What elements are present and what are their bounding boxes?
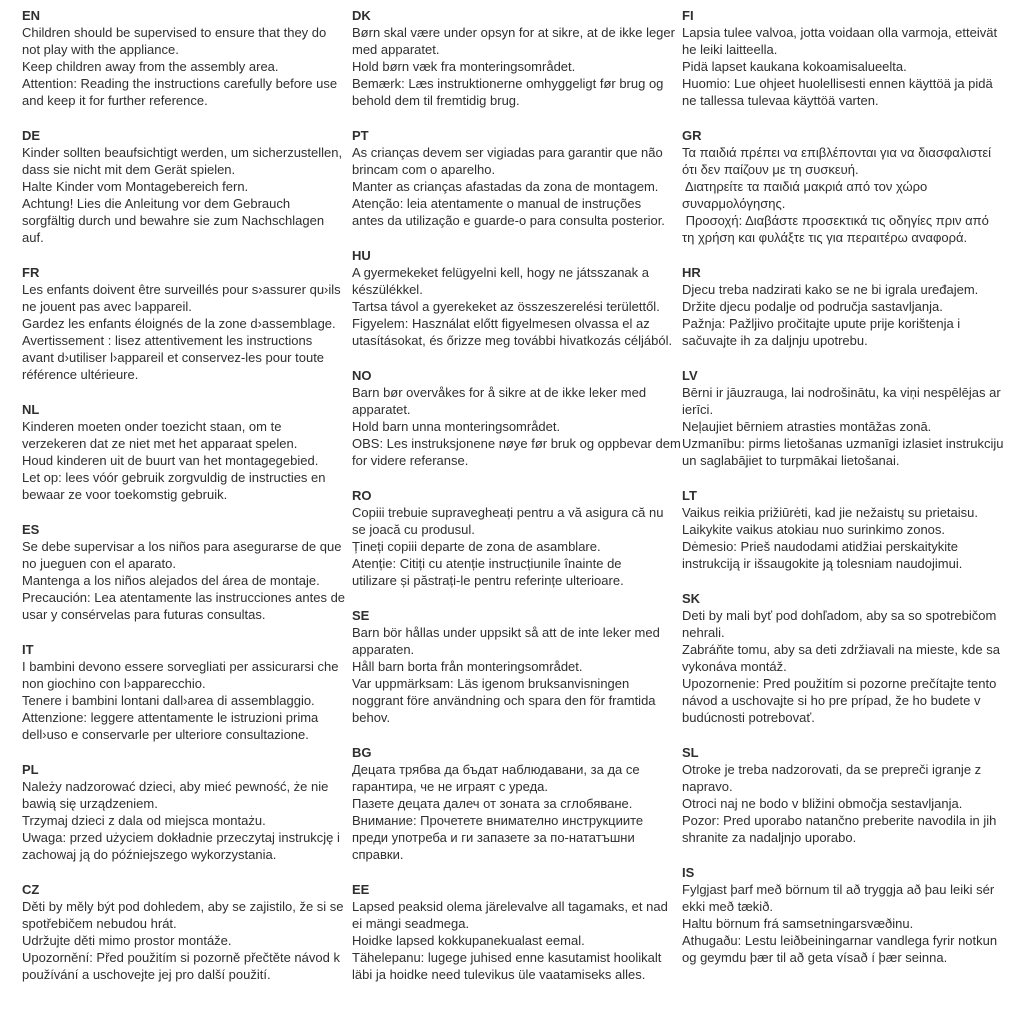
language-section-hr [682, 264, 1000, 349]
language-section-se [352, 607, 670, 726]
instruction-line: instrukciją ir išsaugokite ją tolesniam naudojimui. [682, 556, 963, 571]
column-middle [352, 7, 681, 1001]
instruction-line: Bērni ir jāuzrauga, lai nodrošinātu, ka viņi nespēlējas ar [682, 385, 1001, 400]
instruction-line: Hoidke lapsed kokkupanekualast eemal. [352, 933, 585, 948]
language-section-hu [352, 247, 673, 349]
instruction-line: Tartsa távol a gyerekeket az összeszerelési területtől. [352, 299, 660, 314]
instruction-line: utilizare și păstrați-le pentru referințe ulterioare. [352, 573, 624, 588]
instruction-line: Uwaga: przed użyciem dokładnie przeczytaj instrukcję i [22, 830, 340, 845]
instruction-line: Houd kinderen uit de buurt van het montagegebied. [22, 453, 319, 468]
instruction-line: no jueguen con el aparato. [22, 556, 176, 571]
instruction-line: Należy nadzorować dzieci, aby mieć pewność, że nie [22, 779, 329, 794]
column-left [22, 7, 346, 1001]
instruction-line: not play with the appliance. [22, 42, 179, 57]
instruction-line: Se debe supervisar a los niños para asegurarse de que [22, 539, 342, 554]
language-code-label: DE [22, 128, 41, 143]
instruction-line: Achtung! Lies die Anleitung vor dem Gebrauch [22, 196, 291, 211]
language-code-label: SL [682, 745, 699, 760]
instruction-line: As crianças devem ser vigiadas para garantir que não [352, 145, 663, 160]
instruction-line: Tähelepanu: lugege juhised enne kasutamist hoolikalt [352, 950, 662, 965]
language-section-es [22, 521, 346, 623]
language-section-is [682, 864, 1000, 966]
instruction-line: Haltu börnum frá samsetningarsvæðinu. [682, 916, 914, 931]
instruction-line: Laikykite vaikus atokiau nuo surinkimo zonos. [682, 522, 946, 537]
language-code-label: BG [352, 745, 372, 760]
instruction-line: Otroke je treba nadzorovati, da se prepreči igranje z [682, 762, 982, 777]
instruction-line: apparaten. [352, 642, 415, 657]
instruction-line: Deti by mali byť pod dohľadom, aby sa so spotrebičom [682, 608, 997, 623]
instruction-line: og geymdu þær til að geta vísað í þær seinna. [682, 950, 948, 965]
instruction-line: Pažnja: Pažljivo pročitajte upute prije korištenja i [682, 316, 961, 331]
instruction-line: Djecu treba nadzirati kako se ne bi igrala uređajem. [682, 282, 979, 297]
instruction-line: Upozornění: Před použitím si pozorně přečtěte návod k [22, 950, 340, 965]
instruction-line: Fylgjast þarf með börnum til að tryggja að þau leiki sér [682, 882, 995, 897]
instruction-line: A gyermekeket felügyelni kell, hogy ne játsszanak a [352, 265, 650, 280]
instruction-line: Let op: lees vóór gebruik zorgvuldig de instructies en [22, 470, 326, 485]
instruction-line: sačuvajte ih za daljnju upotrebu. [682, 333, 868, 348]
language-section-pt [352, 127, 670, 229]
instruction-line: he leiki laitteella. [682, 42, 778, 57]
instruction-line: Bemærk: Læs instruktionerne omhyggeligt før brug og [352, 76, 664, 91]
instruction-line: Upozornenie: Pred použitím si pozorne prečítajte tento [682, 676, 997, 691]
instruction-line: and keep it for further reference. [22, 93, 208, 108]
instruction-line: usar y consérvelas para futuras consultas. [22, 607, 266, 622]
instruction-line: bawią się urządzeniem. [22, 796, 158, 811]
language-code-label: RO [352, 488, 372, 503]
instruction-line: návod a uschovajte si ho pre prípad, že ho budete v [682, 693, 981, 708]
instruction-line: Udržujte děti mimo prostor montáže. [22, 933, 232, 948]
instruction-line: Mantenga a los niños alejados del área de montaje. [22, 573, 320, 588]
instruction-line: Hold børn væk fra monteringsområdet. [352, 59, 576, 74]
language-code-label: NO [352, 368, 372, 383]
instruction-line: Avertissement : lisez attentivement les instructions [22, 333, 313, 348]
instruction-line: Vaikus reikia prižiūrėti, kad jie nežaistų su prietaisu. [682, 505, 979, 520]
language-section-it [22, 641, 340, 743]
instruction-line: Børn skal være under opsyn for at sikre, at de ikke leger [352, 25, 675, 40]
instruction-line: Pozor: Pred uporabo natančno preberite navodila in jih [682, 813, 997, 828]
instruction-line: verzekeren dat ze niet met het apparaat spelen. [22, 436, 298, 451]
instruction-line: Children should be supervised to ensure that they do [22, 25, 327, 40]
instruction-line: ότι δεν παίζουν με τη συσκευή. [682, 162, 859, 177]
instruction-line: Attenzione: leggere attentamente le istruzioni prima [22, 710, 319, 725]
language-section-cz [22, 881, 344, 983]
instruction-line: Kinder sollten beaufsichtigt werden, um sicherzustellen, [22, 145, 343, 160]
instruction-line: Neļaujiet bērniem atrasties montāžas zonā. [682, 419, 932, 434]
instruction-line: Tenere i bambini lontani dall›area di assemblaggio. [22, 693, 315, 708]
instruction-line: shranite za nadaljnjo uporabo. [682, 830, 857, 845]
instruction-line: ekki með tækið. [682, 899, 774, 914]
instruction-line: dass sie nicht mit dem Gerät spielen. [22, 162, 236, 177]
instruction-line: Διατηρείτε τα παιδιά μακριά από τον χώρο [682, 179, 928, 194]
language-section-dk [352, 7, 675, 109]
language-code-label: FR [22, 265, 40, 280]
instruction-line: συναρμολόγησης. [682, 196, 786, 211]
instruction-line: Copiii trebuie supravegheați pentru a vă asigura că nu [352, 505, 664, 520]
instruction-line: Huomio: Lue ohjeet huolellisesti ennen käyttöä ja pidä [682, 76, 993, 91]
language-code-label: HU [352, 248, 371, 263]
language-code-label: PL [22, 762, 39, 777]
instruction-line: Halte Kinder vom Montagebereich fern. [22, 179, 249, 194]
language-code-label: SE [352, 608, 370, 623]
instruction-line: apparatet. [352, 402, 411, 417]
instruction-line: Attention: Reading the instructions carefully before use [22, 76, 338, 91]
language-code-label: HR [682, 265, 701, 280]
language-code-label: IS [682, 865, 695, 880]
instruction-line: Precaución: Lea atentamente las instrucciones antes de [22, 590, 346, 605]
instruction-line: Athugaðu: Lestu leiðbeiningarnar vandlega fyrir notkun [682, 933, 998, 948]
instruction-line: bewaar ze voor toekomstig gebruik. [22, 487, 228, 502]
instruction-line: Dėmesio: Prieš naudodami atidžiai perskaitykite [682, 539, 959, 554]
instruction-line: ne jouent pas avec l›appareil. [22, 299, 192, 314]
instruction-line: Trzymaj dzieci z dala od miejsca montażu. [22, 813, 266, 828]
instruction-line: med apparatet. [352, 42, 440, 57]
language-section-sk [682, 590, 1000, 726]
instruction-line: Keep children away from the assembly area. [22, 59, 279, 74]
instruction-line: non giochino con l›apparecchio. [22, 676, 206, 691]
language-section-de [22, 127, 343, 246]
instruction-line: Držite djecu podalje od područja sastavljanja. [682, 299, 943, 314]
instruction-line: avant d›utiliser l›appareil et conservez-les pour toute [22, 350, 325, 365]
language-code-label: PT [352, 128, 369, 143]
instruction-line: Децата трябва да бъдат наблюдавани, за да се [352, 762, 640, 777]
instruction-line: Les enfants doivent être surveillés pour s›assurer qu›ils [22, 282, 341, 297]
instruction-line: Var uppmärksam: Läs igenom bruksanvisningen [352, 676, 630, 691]
instruction-line: készülékkel. [352, 282, 423, 297]
instruction-line: ierīci. [682, 402, 714, 417]
language-code-label: NL [22, 402, 40, 417]
instruction-line: OBS: Les instruksjonene nøye før bruk og oppbevar dem [352, 436, 681, 451]
instruction-line: Lapsia tulee valvoa, jotta voidaan olla varmoja, etteivät [682, 25, 998, 40]
instruction-line: auf. [22, 230, 44, 245]
instruction-line: vykonáva montáž. [682, 659, 787, 674]
instruction-line: un saglabājiet to turpmākai lietošanai. [682, 453, 900, 468]
instruction-line: Uzmanību: pirms lietošanas uzmanīgi izlasiet instrukciju [682, 436, 1004, 451]
instruction-line: Håll barn borta från monteringsområdet. [352, 659, 583, 674]
instruction-line: τη χρήση και φυλάξτε τις για περαιτέρω αναφορά. [682, 230, 968, 245]
instruction-line: for videre referanse. [352, 453, 469, 468]
instruction-line: справки. [352, 847, 404, 862]
instruction-line: Gardez les enfants éloignés de la zone d›assemblage. [22, 316, 336, 331]
language-section-no [352, 367, 681, 469]
instruction-line: ei mängi seadmega. [352, 916, 470, 931]
language-section-nl [22, 401, 340, 503]
instruction-line: Barn bør overvåkes for å sikre at de ikke leker med [352, 385, 647, 400]
instruction-line: dell›uso e conservarle per ulteriore consultazione. [22, 727, 309, 742]
language-section-ro [352, 487, 670, 589]
language-section-fr [22, 264, 340, 383]
language-code-label: SK [682, 591, 701, 606]
instruction-line: Zabráňte tomu, aby sa deti zdržiavali na mieste, kde sa [682, 642, 1000, 657]
instruction-line: budúcnosti potrebovať. [682, 710, 815, 725]
instruction-line: ne tallessa tulevaa käyttöä varten. [682, 93, 879, 108]
instruction-line: Προσοχή: Διαβάστε προσεκτικά τις οδηγίες πριν από [682, 213, 989, 228]
language-code-label: FI [682, 8, 694, 23]
instruction-line: Hold barn unna monteringsområdet. [352, 419, 561, 434]
instruction-line: behold dem til fremtidig brug. [352, 93, 520, 108]
language-code-label: CZ [22, 882, 40, 897]
language-section-sl [682, 744, 1000, 846]
instruction-line: zachowaj ją do późniejszego wykorzystania. [22, 847, 277, 862]
language-section-gr [682, 127, 1000, 246]
instruction-line: Barn bör hållas under uppsikt så att de inte leker med [352, 625, 660, 640]
instruction-line: Τα παιδιά πρέπει να επιβλέπονται για να διασφαλιστεί [682, 145, 992, 160]
instruction-line: Atenção: leia atentamente o manual de instruções [352, 196, 642, 211]
instruction-line: se joacă cu produsul. [352, 522, 475, 537]
language-code-label: LV [682, 368, 698, 383]
instruction-line: Țineți copiii departe de zona de asamblare. [352, 539, 601, 554]
instruction-line: преди употреба и ги запазете за по-нататъшни [352, 830, 635, 845]
column-right [682, 7, 1004, 1001]
instruction-line: noggrant före användning och spara den för framtida [352, 693, 656, 708]
language-code-label: LT [682, 488, 697, 503]
instruction-line: antes da utilização e guarde-o para consulta posterior. [352, 213, 665, 228]
instruction-line: läbi ja hoidke need tulevikus üle vaatamiseks alles. [352, 967, 646, 982]
instruction-line: utasításokat, és őrizze meg további hivatkozás céljából. [352, 333, 673, 348]
language-code-label: GR [682, 128, 702, 143]
language-section-lv [682, 367, 1004, 469]
instruction-line: Kinderen moeten onder toezicht staan, om te [22, 419, 282, 434]
instruction-line: Figyelem: Használat előtt figyelmesen olvassa el az [352, 316, 650, 331]
language-code-label: ES [22, 522, 40, 537]
language-section-lt [682, 487, 1000, 572]
instruction-line: nehrali. [682, 625, 725, 640]
instruction-line: Pidä lapset kaukana kokoamisalueelta. [682, 59, 907, 74]
instruction-line: I bambini devono essere sorvegliati per assicurarsi che [22, 659, 339, 674]
instruction-line: Внимание: Прочетете внимателно инструкциите [352, 813, 644, 828]
instruction-line: référence ultérieure. [22, 367, 139, 382]
instruction-line: sorgfältig durch und bewahre sie zum Nachschlagen [22, 213, 325, 228]
language-section-ee [352, 881, 670, 983]
instruction-line: Atenție: Citiți cu atenție instrucțiunile înainte de [352, 556, 622, 571]
language-code-label: EE [352, 882, 370, 897]
instruction-line: napravo. [682, 779, 733, 794]
instruction-line: brincam com o aparelho. [352, 162, 496, 177]
instruction-line: Otroci naj ne bodo v bližini območja sestavljanja. [682, 796, 963, 811]
instruction-line: behov. [352, 710, 391, 725]
instruction-line: Manter as crianças afastadas da zona de montagem. [352, 179, 659, 194]
language-section-pl [22, 761, 340, 863]
language-section-bg [352, 744, 670, 863]
language-code-label: IT [22, 642, 34, 657]
language-section-fi [682, 7, 1000, 109]
language-section-en [22, 7, 340, 109]
instruction-line: používání a uschovejte jej pro další použití. [22, 967, 271, 982]
instruction-line: гарантира, че не играят с уреда. [352, 779, 548, 794]
instruction-line: Lapsed peaksid olema järelevalve all tagamaks, et nad [352, 899, 668, 914]
language-code-label: DK [352, 8, 371, 23]
language-code-label: EN [22, 8, 41, 23]
instruction-line: Пазете децата далеч от зоната за сглобяване. [352, 796, 633, 811]
instruction-line: spotřebičem nebudou hrát. [22, 916, 177, 931]
instruction-line: Děti by měly být pod dohledem, aby se zajistilo, že si se [22, 899, 344, 914]
